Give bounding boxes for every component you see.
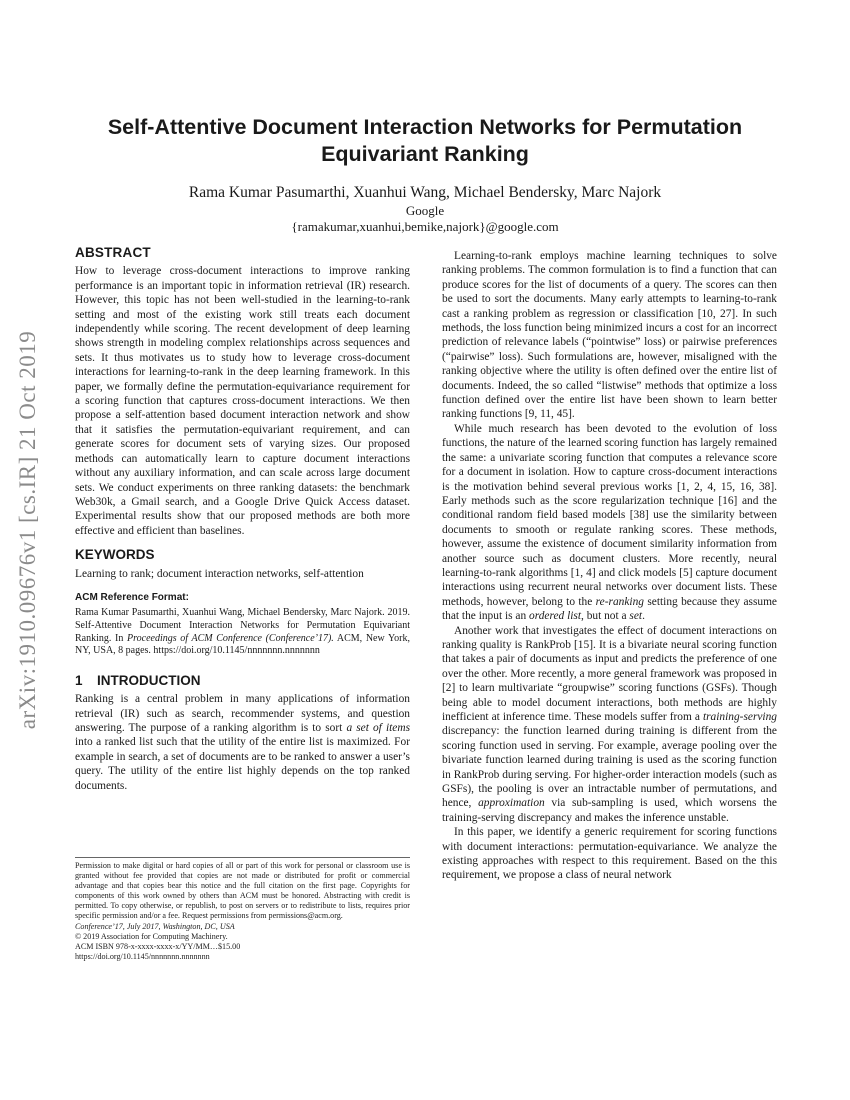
arxiv-stamp [8, 300, 48, 760]
p2-emph-reranking: re-ranking [595, 595, 644, 608]
affiliation: Google [405, 203, 445, 218]
right-paragraph-4: In this paper, we identify a generic requirement for scoring functions with document interactions: permutation-equivariance. We analyze the existing approaches with respect to this requirement. Based on the this requirement, we propose a class of neural network [442, 826, 777, 882]
doi-line: https://doi.org/10.1145/nnnnnnn.nnnnnnn [75, 951, 210, 961]
acm-ref-proceedings: Proceedings of ACM Conference (Conference’17). [127, 632, 334, 644]
acm-ref-part-1: Rama Kumar Pasumarthi, Xuanhui Wang, Michael Bendersky, Marc Najork. 2019. Self-Attentive Document Interaction Networks for Permutation Equivariant Ranking. In [75, 607, 410, 644]
intro-text-2: into a ranked list such that the utility of the entire list is maximized. For example in search, a set of documents are to be ranked to answer a user’s query. The utility of the entire list highly depends on the top ranked documents. [75, 736, 410, 792]
right-paragraph-2 [442, 422, 777, 624]
paper-title: Self-Attentive Document Interaction Networks for Permutation Equivariant Ranking [107, 115, 743, 166]
author-list: Rama Kumar Pasumarthi, Xuanhui Wang, Michael Bendersky, Marc Najork [188, 184, 662, 201]
section-number: 1 [75, 672, 83, 688]
keywords-text: Learning to rank; document interaction networks, self-attention [75, 567, 364, 580]
p2-text-b: setting because they assume that the input is an [442, 595, 777, 623]
permission-text: Permission to make digital or hard copies of all or part of this work for personal or classroom use is granted without fee provided that copies are not made or distributed for profit or commercial advantage and that copies bear this notice and the full citation on the first page. Copyrights for components of this work owned by others than ACM must be honored. Abstracting with credit is permitted. To copy otherwise, or republish, to post on servers or to redistribute to lists, requires prior specific permission and/or a fee. Request permissions from permissions@acm.org. [75, 861, 410, 921]
acm-reference-text [75, 607, 410, 657]
arxiv-stamp-text: arXiv:1910.09676v1 [cs.IR] 21 Oct 2019 [15, 330, 41, 730]
isbn-line: ACM ISBN 978-x-xxxx-xxxx-x/YY/MM…$15.00 [75, 941, 241, 951]
keywords-heading: KEYWORDS [75, 547, 155, 563]
intro-emphasis: a set of items [346, 721, 410, 734]
acm-reference-label: ACM Reference Format: [75, 591, 189, 603]
abstract-heading: ABSTRACT [75, 245, 151, 260]
p2-text-a: While much research has been devoted to the evolution of loss functions, the nature of the learned scoring function has largely remained the same: a univariate scoring function that computes a relevance score for a document in isolation. How to capture cross-document interactions is the motivation behind several previous works [1, 2, 4, 15, 16, 38]. Early methods such as the score regularization technique [16] and the conditional random field based models [38] use the similarity between documents to smooth or regulate ranking scores. These methods, however, assume the existence of document similarity information from another source such as document clusters. More recently, neural learning-to-rank algorithms [1, 4] and click models [5] capture document interactions using recurrent neural networks over document lists. These methods, however, belong to the [442, 422, 777, 608]
permission-footnote [75, 857, 410, 962]
intro-text-1: Ranking is a central problem in many applications of information retrieval (IR) such as search, recommender systems, and question answering. The purpose of a ranking algorithm is to sort [75, 693, 410, 734]
section-1-heading [75, 674, 410, 688]
abstract-text: How to leverage cross-document interactions to improve ranking performance is an important topic in information retrieval (IR) research. However, this topic has not been well-studied in the learning-to-rank setting and most of the existing work still treats each document independently while scoring. The recent development of deep learning shows strength in modeling complex relationships across sequences and sets. It thus motivates us to study how to leverage cross-document interactions for learning-to-rank in the deep learning framework. In this paper, we formally define the permutation-equivariance requirement for a scoring function that captures cross-document interactions. We then propose a self-attention based document interaction network and show that it satisfies the permutation-equivariant requirement, and can generate scores for document sets of varying sizes. Our proposed methods can automatically learn to capture document interactions without any auxiliary information, and can scale across large document sets. We conduct experiments on three ranking datasets: the benchmark Web30k, a Gmail search, and a Google Drive Quick Access dataset. Experimental results show that our proposed methods are both more effective and efficient than baselines. [75, 265, 410, 537]
left-column [75, 246, 410, 793]
section-title: INTRODUCTION [97, 672, 201, 688]
p3-text-b: discrepancy: the function learned during training is different from the scoring function used in serving. For example, average pooling over the bivariate function learned during training is used as the scoring function in RankProb during serving. For higher-order interaction models (such as GSFs), the pooling is over an intractable number of permutations, and hence, [442, 725, 777, 810]
p3-text-c: via sub-sampling is used, which worsens the training-serving discrepancy and makes the inference unstable. [442, 797, 777, 824]
acm-ref-part-2: ACM, New York, NY, USA, 8 pages. https://doi.org/10.1145/nnnnnnn.nnnnnnn [75, 632, 411, 657]
author-emails: {ramakumar,xuanhui,bemike,najork}@google.com [291, 219, 559, 234]
right-paragraph-1: Learning-to-rank employs machine learning techniques to solve ranking problems. The common formulation is to find a function that can produce scores for the list of documents of a query. The scores can then be used to sort the documents. Many early attempts to learning-to-rank cast a ranking problem as regression or classification [10, 27]. In such methods, the loss function being minimized incurs a cost for an incorrect prediction of relevance labels (“pointwise” loss) or pairwise preferences (“pairwise” loss). Such formulations are, however, misaligned with the ranking objective where the utility is often defined over the entire list of documents. Indeed, the so called “listwise” methods that optimize a loss function defined over the entire list have been shown to learn better ranking functions [9, 11, 45]. [442, 250, 777, 421]
right-column [442, 249, 777, 883]
p2-emph-ordered-list: ordered list [529, 610, 581, 623]
p3-text-a: Another work that investigates the effect of document interactions on ranking quality is RankProb [15]. It is a bivariate neural scoring function that takes a pair of documents as input and predicts the preference of one over the other. More recently, a more general framework was proposed in [2] to learn multivariate “groupwise” scoring functions (GSFs). Though being able to model document interactions, both methods are highly inefficient at inference time. These models suffer from a [442, 624, 777, 723]
p3-emph-training-serving: training-serving [702, 711, 777, 723]
copyright-line: © 2019 Association for Computing Machinery. [75, 931, 228, 941]
p2-text-d: . [642, 610, 645, 623]
intro-paragraph-1 [75, 692, 410, 793]
p2-emph-set: set [629, 610, 643, 623]
p3-emph-approximation: approximation [478, 797, 545, 810]
conference-line: Conference’17, July 2017, Washington, DC, USA [75, 921, 235, 931]
p2-text-c: , but not a [581, 610, 630, 623]
right-paragraph-3 [442, 624, 777, 826]
